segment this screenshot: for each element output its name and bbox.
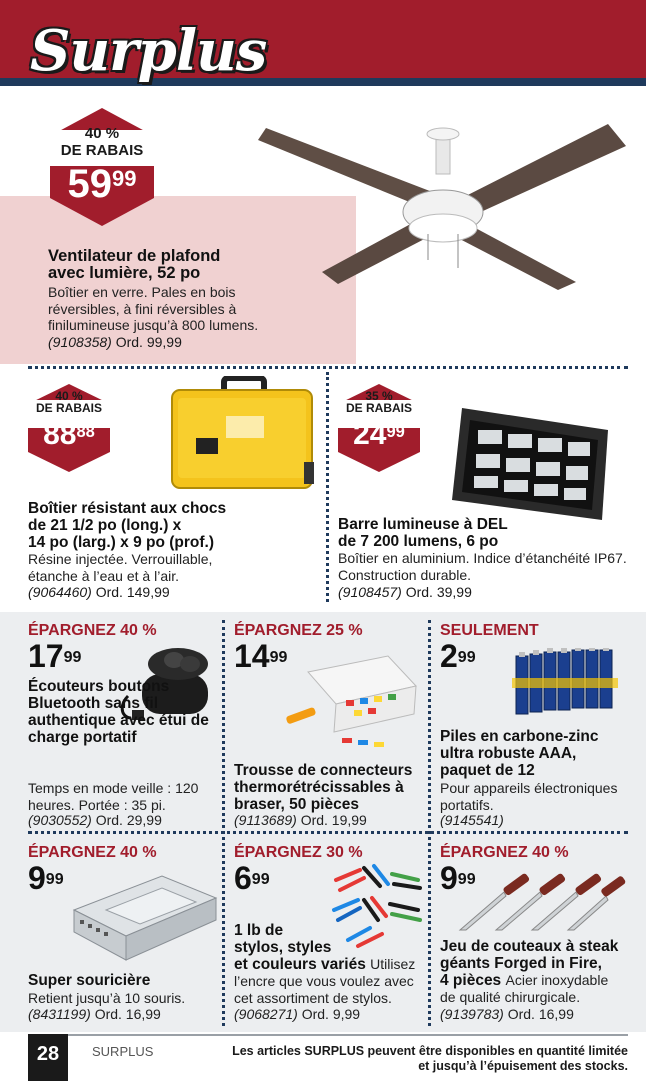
pens-desc-inline: Utilisez (370, 956, 416, 972)
pens-was-price: Ord. 9,99 (301, 1006, 361, 1022)
batteries-description: Pour appareils électroniques portatifs. (440, 780, 618, 813)
badge-price: $59^{99}$ (67, 162, 137, 206)
connectors-sku: (9113689) (234, 812, 297, 828)
footer-disclaimer-line2: et jusqu’à l’épuisement des stocks. (418, 1059, 628, 1073)
knives-was-price: Ord. 16,99 (507, 1006, 574, 1022)
earbuds-sku-line (28, 812, 218, 829)
lightbar-was-price: Ord. 39,99 (405, 584, 472, 600)
lightbar-sku-line (338, 584, 472, 600)
connectors-price: $14^{99}$ (234, 638, 288, 674)
batteries-sku-line (440, 812, 630, 829)
mousetrap-sku: (8431199) (28, 1006, 91, 1022)
case-was-price: Ord. 149,99 (95, 584, 170, 600)
separator-horizontal (28, 366, 628, 369)
hero-discount-badge (46, 106, 158, 228)
knives-desc-inline: Acier inoxydable (505, 972, 609, 988)
pens-sku: (9068271) (234, 1006, 298, 1022)
pens-price: $6^{99}$ (234, 860, 270, 896)
grid-separator-vertical-1 (222, 620, 225, 1026)
brand-logo: Surplus (30, 18, 267, 84)
mousetrap-image (66, 870, 220, 962)
hero-sku: (9108358) (48, 334, 112, 350)
badge-price: $88^{88}$ (43, 418, 95, 451)
pens-title (234, 922, 424, 973)
mousetrap-title: Super souricière (28, 972, 151, 989)
badge-percent: 40 % (84, 125, 120, 142)
lightbar-title-line1: Barre lumineuse à DEL (338, 516, 508, 533)
knives-title-line2: géants Forged in Fire, (440, 955, 602, 972)
knives-sku-line (440, 1006, 630, 1023)
pens-savings: ÉPARGNEZ 30 % (234, 844, 363, 861)
knives-title-line3-row (440, 972, 632, 989)
pens-title-line1: 1 lb de (234, 922, 284, 939)
mousetrap-price: $9^{99}$ (28, 860, 64, 896)
mousetrap-sku-line (28, 1006, 218, 1023)
earbuds-was-price: Ord. 29,99 (95, 812, 162, 828)
connectors-savings: ÉPARGNEZ 25 % (234, 622, 363, 639)
separator-vertical (326, 372, 329, 602)
knives-description: de qualité chirurgicale. (440, 989, 581, 1005)
knives-price: $9^{99}$ (440, 860, 476, 896)
connectors-was-price: Ord. 19,99 (300, 812, 367, 828)
badge-label: DE RABAIS (35, 401, 102, 415)
pens-title-line2: stylos, styles (234, 939, 332, 956)
hero-title-line1: Ventilateur de plafond (48, 247, 221, 265)
lightbar-sku: (9108457) (338, 584, 402, 600)
connectors-title: Trousse de connecteurs thermorétrécissables à braser, 50 pièces (234, 762, 413, 813)
hero-title (48, 248, 220, 282)
batteries-sku: (9145541) (440, 812, 504, 828)
aaa-batteries-image (512, 648, 618, 718)
led-light-bar-image (442, 400, 612, 530)
case-title-line3: 14 po (larg.) x 9 po (prof.) (28, 534, 215, 551)
pens-title-line3: et couleurs variés (234, 956, 366, 973)
hero-sku-line (48, 334, 182, 350)
badge-percent: 40 % (55, 389, 83, 403)
knives-title (440, 938, 632, 989)
badge-price: $24^{99}$ (353, 418, 405, 451)
batteries-only-label: SEULEMENT (440, 622, 539, 639)
mousetrap-description: Retient jusqu’à 10 souris. (28, 990, 186, 1006)
footer-section-label: SURPLUS (92, 1044, 154, 1059)
earbuds-description: Temps en mode veille : 120 heures. Portée : 35 pi. (28, 780, 199, 813)
steak-knives-image (456, 866, 628, 934)
batteries-title: Piles en carbone-zinc ultra robuste AAA, paquet de 12 (440, 728, 599, 779)
case-sku: (9064460) (28, 584, 92, 600)
lightbar-discount-badge (336, 382, 422, 474)
earbuds-sku: (9030552) (28, 812, 92, 828)
mousetrap-was-price: Ord. 16,99 (94, 1006, 161, 1022)
hero-was-price: Ord. 99,99 (115, 334, 182, 350)
knives-title-line1: Jeu de couteaux à steak (440, 938, 619, 955)
knives-sku: (9139783) (440, 1006, 504, 1022)
knives-title-line3: 4 pièces (440, 972, 502, 989)
connector-kit-image (280, 652, 420, 756)
hard-case-image (168, 376, 320, 492)
page-number: 28 (28, 1034, 68, 1081)
case-title-line1: Boîtier résistant aux chocs (28, 500, 227, 517)
batteries-price: $2^{99}$ (440, 638, 476, 674)
grid-separator-vertical-2 (428, 620, 431, 1026)
footer-disclaimer-line1: Les articles SURPLUS peuvent être disponibles en quantité limitée (232, 1044, 628, 1058)
earbuds-title: Écouteurs boutons Bluetooth sans fil authentique avec étui de charge portatif (28, 678, 209, 746)
pens-description: l’encre que vous voulez avec cet assortiment de stylos. (234, 973, 414, 1006)
lightbar-description: Boîtier en aluminium. Indice d’étanchéité IP67. Construction durable. (338, 550, 627, 583)
earbuds-savings: ÉPARGNEZ 40 % (28, 622, 157, 639)
hero-description: Boîtier en verre. Pales en bois réversibles, à fini réversibles à finilumineuse jusqu’à 800 lumens. (48, 284, 259, 333)
badge-label: DE RABAIS (345, 401, 412, 415)
case-title-line2: de 21 1/2 po (long.) x (28, 517, 182, 534)
case-sku-line (28, 584, 170, 600)
badge-label: DE RABAIS (60, 142, 144, 159)
case-description: Résine injectée. Verrouillable, étanche à l’eau et à l’air. (28, 551, 213, 584)
earbuds-price: $17^{99}$ (28, 638, 82, 674)
case-discount-badge (26, 382, 112, 474)
knives-savings: ÉPARGNEZ 40 % (440, 844, 569, 861)
mousetrap-savings: ÉPARGNEZ 40 % (28, 844, 157, 861)
footer-disclaimer (228, 1044, 628, 1074)
pens-title-line3-row (234, 956, 424, 973)
ceiling-fan-image (258, 112, 630, 302)
lightbar-title-line2: de 7 200 lumens, 6 po (338, 533, 499, 550)
pens-sku-line (234, 1006, 424, 1023)
badge-percent: 35 % (365, 389, 393, 403)
case-title (28, 500, 226, 551)
lightbar-title (338, 516, 508, 550)
hero-title-line2: avec lumière, 52 po (48, 264, 201, 282)
connectors-sku-line (234, 812, 424, 829)
grid-separator-horizontal (28, 831, 628, 834)
footer-rule (28, 1034, 628, 1036)
